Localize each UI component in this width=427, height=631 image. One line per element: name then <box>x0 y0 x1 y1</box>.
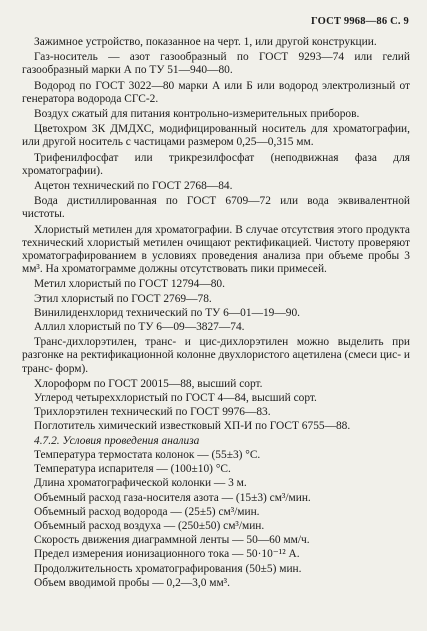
paragraph-air: Воздух сжатый для питания контрольно-измерительных приборов. <box>34 108 360 121</box>
condition-column-temperature: Температура термостата колонок — (55±3) °С. <box>34 448 261 461</box>
condition-evaporator-temperature: Температура испарителя — (100±10) °С. <box>34 463 231 476</box>
condition-hydrogen-flow: Объемный расход водорода — (25±5) см³/мин. <box>34 505 260 518</box>
paragraph-absorber: Поглотитель химический известковый ХП-И по ГОСТ 6755—88. <box>34 420 351 433</box>
paragraph-dichloroethylene: Транс-дихлорэтилен, транс- и цис-дихлорэтилен можно выделить при разгонке на ректификационной колонне двухлористого ацетилена (смеси цис- и транс- форм). <box>22 336 410 375</box>
condition-chart-speed: Скорость движения диаграммной ленты — 50—60 мм/ч. <box>34 534 310 547</box>
condition-nitrogen-flow: Объемный расход газа-носителя азота — (15±3) см³/мин. <box>34 491 311 504</box>
paragraph-clamp: Зажимное устройство, показанное на черт. 1, или другой конструкции. <box>34 36 377 48</box>
paragraph-ethyl-chloride: Этил хлористый по ГОСТ 2769—78. <box>34 292 212 305</box>
page-header: ГОСТ 9968—86 С. 9 <box>310 16 409 27</box>
paragraph-stationary-phase: Трифенилфосфат или трикрезилфосфат (неподвижная фаза для хроматографии). <box>22 151 410 177</box>
paragraph-chloroform: Хлороформ по ГОСТ 20015—88, высший сорт. <box>34 377 263 390</box>
paragraph-allyl-chloride: Аллил хлористый по ТУ 6—09—3827—74. <box>34 321 245 334</box>
paragraph-methylene-chloride: Хлористый метилен для хроматографии. В случае отсутствия этого продукта технический хлористый метилен очищают ректификацией. Чистоту проверяют хроматографированием в условиях проведения анализа при объеме пробы 3 мм³. На хроматограмме должны отсутствовать пики примесей. <box>22 223 410 276</box>
paragraph-vinylidene-chloride: Винилиденхлорид технический по ТУ 6—01—19—90. <box>34 306 300 319</box>
condition-current-limit: Предел измерения ионизационного тока — 50·10⁻¹² А. <box>34 548 300 561</box>
paragraph-acetone: Ацетон технический по ГОСТ 2768—84. <box>34 180 233 193</box>
paragraph-trichloroethylene: Трихлорэтилен технический по ГОСТ 9976—83. <box>34 406 271 419</box>
paragraph-hydrogen: Водород по ГОСТ 3022—80 марки А или Б или водород электролизный от генератора водорода СГС-2. <box>22 79 410 105</box>
paragraph-water: Вода дистиллированная по ГОСТ 6709—72 или вода эквивалентной чистоты. <box>22 195 410 221</box>
condition-air-flow: Объемный расход воздуха — (250±50) см³/мин. <box>34 519 265 532</box>
condition-duration: Продолжительность хроматографирования (50±5) мин. <box>34 562 302 575</box>
section-heading-conditions: 4.7.2. Условия проведения анализа <box>34 434 200 447</box>
paragraph-carrier-gas: Газ-носитель — азот газообразный по ГОСТ 9293—74 или гелий газообразный марки А по ТУ 51—940—80. <box>22 51 410 77</box>
condition-column-length: Длина хроматографической колонки — 3 м. <box>34 477 247 490</box>
paragraph-support: Цветохром 3К ДМДХС, модифицированный носитель для хроматографии, или другой носитель с частицами размером 0,25—0,315 мм. <box>22 123 410 149</box>
paragraph-carbon-tetrachloride: Углерод четыреххлористый по ГОСТ 4—84, высший сорт. <box>34 392 317 405</box>
document-body <box>22 36 410 591</box>
paragraph-methyl-chloride: Метил хлористый по ГОСТ 12794—80. <box>34 278 225 291</box>
condition-sample-volume: Объем вводимой пробы — 0,2—3,0 мм³. <box>34 576 230 589</box>
